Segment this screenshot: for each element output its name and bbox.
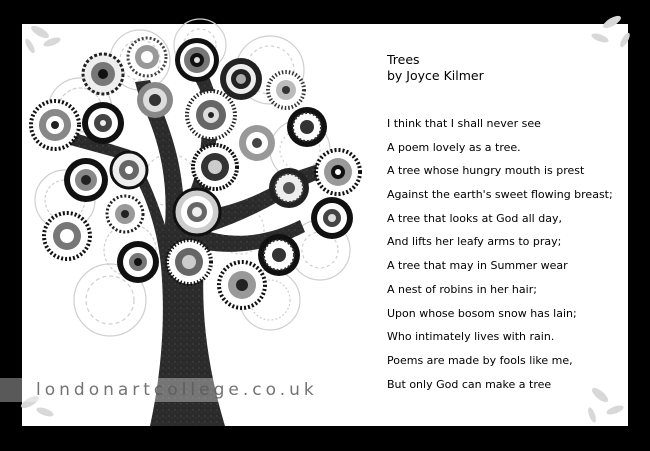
poem-line: A poem lovely as a tree. bbox=[387, 140, 521, 154]
poem-title: Trees bbox=[387, 52, 420, 67]
poem-line: A tree whose hungry mouth is prest bbox=[387, 164, 585, 178]
watermark-text: londonartcollege.co.uk bbox=[36, 380, 318, 400]
poem-line: A tree that looks at God all day, bbox=[387, 211, 562, 225]
poem-line: I think that I shall never see bbox=[387, 117, 541, 130]
poem-author: by Joyce Kilmer bbox=[387, 68, 484, 83]
poem-line: A tree that may in Summer wear bbox=[387, 259, 568, 273]
poem-line: A nest of robins in her hair; bbox=[387, 282, 537, 296]
poem-block bbox=[387, 52, 627, 402]
poem-line: But only God can make a tree bbox=[387, 377, 552, 391]
poem-line: And lifts her leafy arms to pray; bbox=[387, 235, 562, 249]
poem-lines bbox=[387, 118, 627, 402]
poem-line: Upon whose bosom snow has lain; bbox=[387, 306, 577, 320]
poem-line: Against the earth's sweet flowing breast; bbox=[387, 188, 613, 202]
poem-line: Who intimately lives with rain. bbox=[387, 330, 555, 344]
poem-line: Poems are made by fools like me, bbox=[387, 353, 573, 367]
